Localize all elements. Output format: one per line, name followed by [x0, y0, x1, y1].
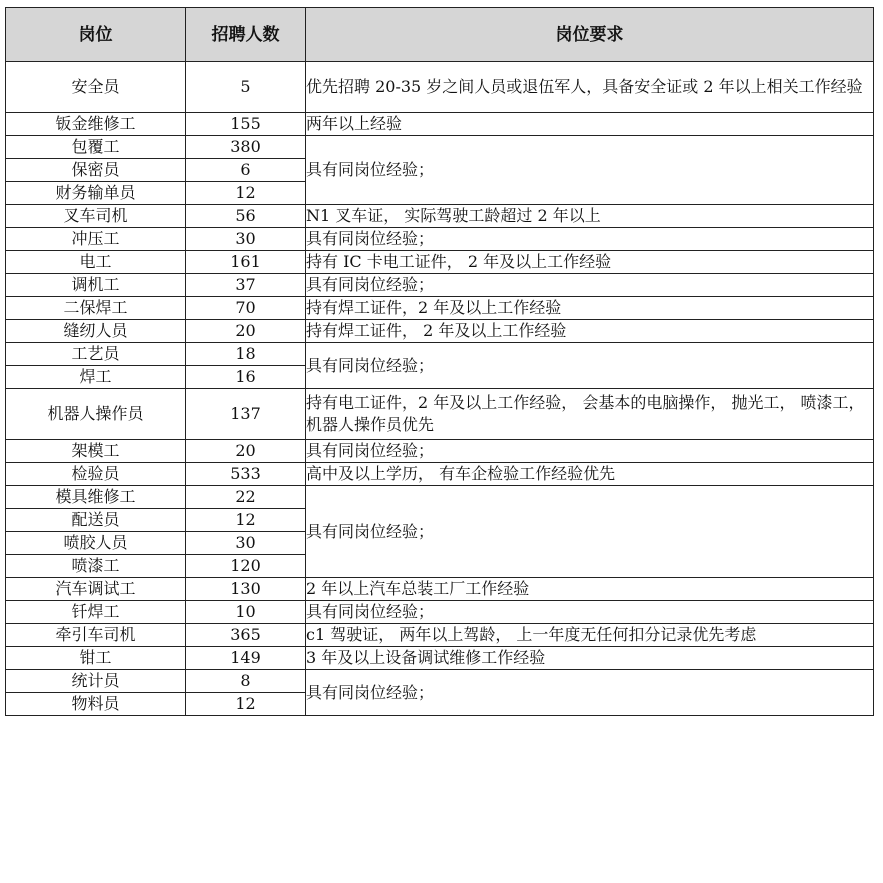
table-row — [6, 578, 874, 601]
hire-count: 380 — [186, 136, 306, 159]
hire-count: 130 — [186, 578, 306, 601]
position-name: 喷漆工 — [6, 555, 186, 578]
table-row — [6, 343, 874, 366]
hire-count: 56 — [186, 205, 306, 228]
hire-count: 155 — [186, 113, 306, 136]
table-header-row — [6, 8, 874, 62]
hire-count: 18 — [186, 343, 306, 366]
requirement-text: 具有同岗位经验； — [306, 440, 874, 463]
jobs-table — [5, 7, 874, 716]
table-row — [6, 62, 874, 113]
hire-count: 70 — [186, 297, 306, 320]
requirement-text: 两年以上经验 — [306, 113, 874, 136]
table-row — [6, 440, 874, 463]
position-name: 保密员 — [6, 159, 186, 182]
requirement-text: 优先招聘 20-35 岁之间人员或退伍军人，具备安全证或 2 年以上相关工作经验 — [306, 62, 874, 113]
requirement-text: 具有同岗位经验； — [306, 670, 874, 716]
table-row — [6, 251, 874, 274]
position-name: 钣金维修工 — [6, 113, 186, 136]
requirement-text: c1 驾驶证， 两年以上驾龄， 上一年度无任何扣分记录优先考虑 — [306, 624, 874, 647]
table-row — [6, 647, 874, 670]
table-row — [6, 486, 874, 509]
position-name: 钎焊工 — [6, 601, 186, 624]
requirement-text: 持有焊工证件，2 年及以上工作经验 — [306, 297, 874, 320]
requirement-text: 具有同岗位经验； — [306, 486, 874, 578]
position-name: 汽车调试工 — [6, 578, 186, 601]
hire-count: 5 — [186, 62, 306, 113]
position-name: 喷胶人员 — [6, 532, 186, 555]
position-name: 包覆工 — [6, 136, 186, 159]
position-name: 钳工 — [6, 647, 186, 670]
hire-count: 12 — [186, 693, 306, 716]
header-count: 招聘人数 — [186, 8, 306, 62]
hire-count: 12 — [186, 509, 306, 532]
hire-count: 20 — [186, 320, 306, 343]
requirement-text: N1 叉车证， 实际驾驶工龄超过 2 年以上 — [306, 205, 874, 228]
requirement-text: 具有同岗位经验； — [306, 343, 874, 389]
hire-count: 20 — [186, 440, 306, 463]
table-row — [6, 205, 874, 228]
requirement-text: 持有电工证件，2 年及以上工作经验， 会基本的电脑操作， 抛光工， 喷漆工， 机器人操作员优先 — [306, 389, 874, 440]
table-row — [6, 463, 874, 486]
hire-count: 533 — [186, 463, 306, 486]
hire-count: 149 — [186, 647, 306, 670]
hire-count: 16 — [186, 366, 306, 389]
hire-count: 120 — [186, 555, 306, 578]
position-name: 安全员 — [6, 62, 186, 113]
table-row — [6, 136, 874, 159]
requirement-text: 具有同岗位经验； — [306, 601, 874, 624]
hire-count: 22 — [186, 486, 306, 509]
position-name: 牵引车司机 — [6, 624, 186, 647]
position-name: 架模工 — [6, 440, 186, 463]
position-name: 配送员 — [6, 509, 186, 532]
requirement-text: 具有同岗位经验； — [306, 274, 874, 297]
table-row — [6, 113, 874, 136]
position-name: 机器人操作员 — [6, 389, 186, 440]
table-row — [6, 320, 874, 343]
hire-count: 161 — [186, 251, 306, 274]
requirement-text: 3 年及以上设备调试维修工作经验 — [306, 647, 874, 670]
position-name: 模具维修工 — [6, 486, 186, 509]
position-name: 物料员 — [6, 693, 186, 716]
requirement-text: 持有 IC 卡电工证件， 2 年及以上工作经验 — [306, 251, 874, 274]
position-name: 焊工 — [6, 366, 186, 389]
table-row — [6, 228, 874, 251]
position-name: 冲压工 — [6, 228, 186, 251]
hire-count: 365 — [186, 624, 306, 647]
jobs-table-container — [5, 7, 874, 716]
requirement-text: 高中及以上学历， 有车企检验工作经验优先 — [306, 463, 874, 486]
position-name: 检验员 — [6, 463, 186, 486]
header-position: 岗位 — [6, 8, 186, 62]
hire-count: 6 — [186, 159, 306, 182]
position-name: 财务输单员 — [6, 182, 186, 205]
position-name: 电工 — [6, 251, 186, 274]
position-name: 工艺员 — [6, 343, 186, 366]
hire-count: 137 — [186, 389, 306, 440]
header-requirement: 岗位要求 — [306, 8, 874, 62]
hire-count: 10 — [186, 601, 306, 624]
table-row — [6, 601, 874, 624]
table-row — [6, 297, 874, 320]
requirement-text: 具有同岗位经验； — [306, 136, 874, 205]
hire-count: 8 — [186, 670, 306, 693]
hire-count: 37 — [186, 274, 306, 297]
position-name: 叉车司机 — [6, 205, 186, 228]
table-row — [6, 274, 874, 297]
position-name: 调机工 — [6, 274, 186, 297]
requirement-text: 持有焊工证件， 2 年及以上工作经验 — [306, 320, 874, 343]
requirement-text: 2 年以上汽车总装工厂工作经验 — [306, 578, 874, 601]
position-name: 二保焊工 — [6, 297, 186, 320]
position-name: 统计员 — [6, 670, 186, 693]
table-row — [6, 624, 874, 647]
hire-count: 30 — [186, 228, 306, 251]
table-row — [6, 670, 874, 693]
hire-count: 30 — [186, 532, 306, 555]
position-name: 缝纫人员 — [6, 320, 186, 343]
requirement-text: 具有同岗位经验； — [306, 228, 874, 251]
hire-count: 12 — [186, 182, 306, 205]
table-row — [6, 389, 874, 440]
